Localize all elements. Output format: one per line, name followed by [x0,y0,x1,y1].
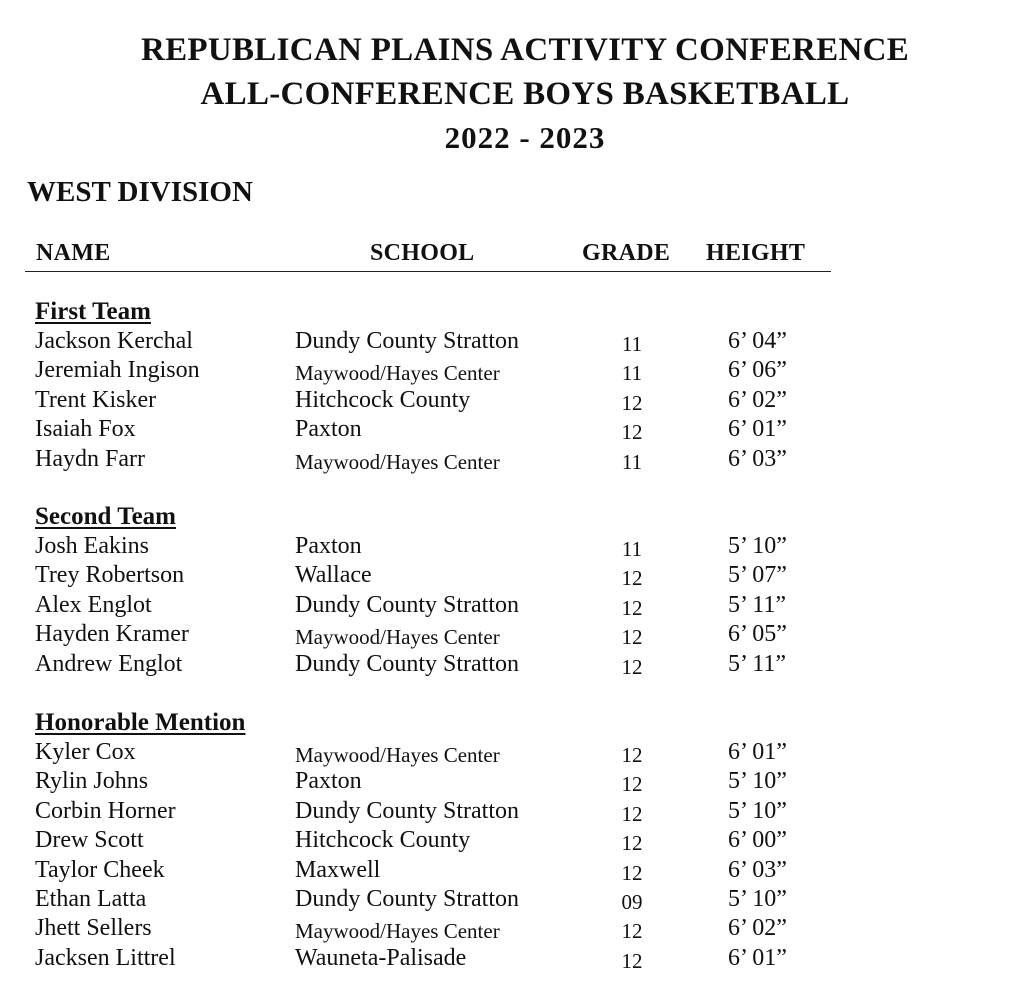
player-grade: 11 [621,449,643,474]
player-grade: 12 [621,390,643,415]
player-school: Maywood/Hayes Center [295,743,500,767]
section-title: Second Team [35,503,177,530]
player-height: 6’ 02” [728,915,787,942]
player-school: Dundy County Stratton [295,650,520,677]
player-row [0,827,1024,856]
player-grade: 11 [621,332,643,356]
player-row [0,621,1024,650]
player-height: 5’ 10” [728,886,787,912]
player-row [0,328,1024,357]
column-header-height: HEIGHT [706,240,806,266]
column-header-row [25,238,831,272]
player-row [0,533,1024,562]
player-row [0,416,1024,445]
player-school: Wauneta-Palisade [295,944,467,971]
player-name: Kyler Cox [35,739,136,765]
player-grade: 09 [621,890,643,914]
player-name: Andrew Englot [35,650,183,677]
player-height: 5’ 10” [728,797,787,824]
document-title-block [0,28,1024,160]
column-header-name: NAME [36,240,111,266]
player-height: 6’ 04” [728,328,787,354]
player-name: Alex Englot [35,591,152,618]
player-school: Maywood/Hayes Center [295,449,500,474]
player-school: Paxton [295,768,362,795]
player-school: Paxton [295,416,362,443]
section-title: Honorable Mention [35,709,246,736]
player-height: 6’ 06” [728,357,787,384]
player-row [0,739,1024,768]
player-name: Jackson Kerchal [35,328,193,354]
player-row [0,446,1024,475]
player-grade: 12 [621,801,643,826]
player-school: Maywood/Hayes Center [295,625,500,650]
player-name: Trey Robertson [35,562,185,589]
player-school: Hitchcock County [295,386,471,413]
player-grade: 11 [621,537,643,561]
player-name: Isaiah Fox [35,416,136,443]
player-name: Jhett Sellers [35,915,152,942]
player-name: Rylin Johns [35,768,149,795]
division-heading: WEST DIVISION [27,176,253,208]
player-row [0,857,1024,886]
player-grade: 12 [621,772,643,797]
player-height: 5’ 10” [728,533,787,559]
player-height: 5’ 10” [728,768,787,795]
player-row [0,562,1024,591]
player-school: Wallace [295,562,372,589]
player-grade: 12 [621,860,643,885]
player-grade: 11 [621,361,643,386]
player-row [0,651,1024,680]
player-grade: 12 [621,919,643,944]
player-name: Drew Scott [35,827,144,854]
player-row [0,886,1024,915]
player-school: Hitchcock County [295,827,471,854]
player-name: Haydn Farr [35,445,145,472]
column-header-school: SCHOOL [370,240,475,266]
player-grade: 12 [621,420,643,445]
player-name: Taylor Cheek [35,856,165,883]
player-grade: 12 [621,566,643,591]
player-row [0,798,1024,827]
player-school: Dundy County Stratton [295,797,520,824]
player-height: 6’ 03” [728,856,787,883]
player-row [0,592,1024,621]
player-grade: 12 [621,654,643,679]
player-name: Ethan Latta [35,886,147,912]
player-row [0,945,1024,974]
player-name: Jacksen Littrel [35,944,176,971]
player-name: Trent Kisker [35,386,157,413]
player-height: 6’ 05” [728,621,787,648]
column-header-grade: GRADE [582,240,671,266]
conference-title: REPUBLICAN PLAINS ACTIVITY CONFERENCE [140,32,910,68]
player-height: 6’ 02” [728,386,787,413]
player-row [0,357,1024,386]
player-row [0,387,1024,416]
player-school: Maywood/Hayes Center [295,361,500,386]
player-height: 6’ 00” [728,827,787,854]
player-height: 6’ 01” [728,944,787,971]
player-grade: 12 [621,595,643,620]
season-year: 2022 - 2023 [444,120,606,155]
player-row [0,768,1024,797]
player-height: 6’ 01” [728,739,787,765]
player-height: 6’ 01” [728,416,787,443]
player-school: Maywood/Hayes Center [295,919,500,944]
award-title: ALL-CONFERENCE BOYS BASKETBALL [200,76,850,112]
player-height: 5’ 11” [728,591,786,618]
player-name: Hayden Kramer [35,621,189,648]
player-school: Dundy County Stratton [295,886,520,912]
player-school: Dundy County Stratton [295,328,520,354]
player-school: Maxwell [295,856,381,883]
player-grade: 12 [621,948,643,973]
player-row [0,915,1024,944]
player-height: 6’ 03” [728,445,787,472]
player-height: 5’ 07” [728,562,787,589]
player-grade: 12 [621,743,643,767]
player-grade: 12 [621,625,643,650]
player-school: Paxton [295,533,362,559]
section-title: First Team [35,298,151,325]
player-school: Dundy County Stratton [295,591,520,618]
player-name: Josh Eakins [35,533,149,559]
player-grade: 12 [621,831,643,856]
player-name: Corbin Horner [35,797,176,824]
player-name: Jeremiah Ingison [35,357,200,384]
player-height: 5’ 11” [728,650,786,677]
